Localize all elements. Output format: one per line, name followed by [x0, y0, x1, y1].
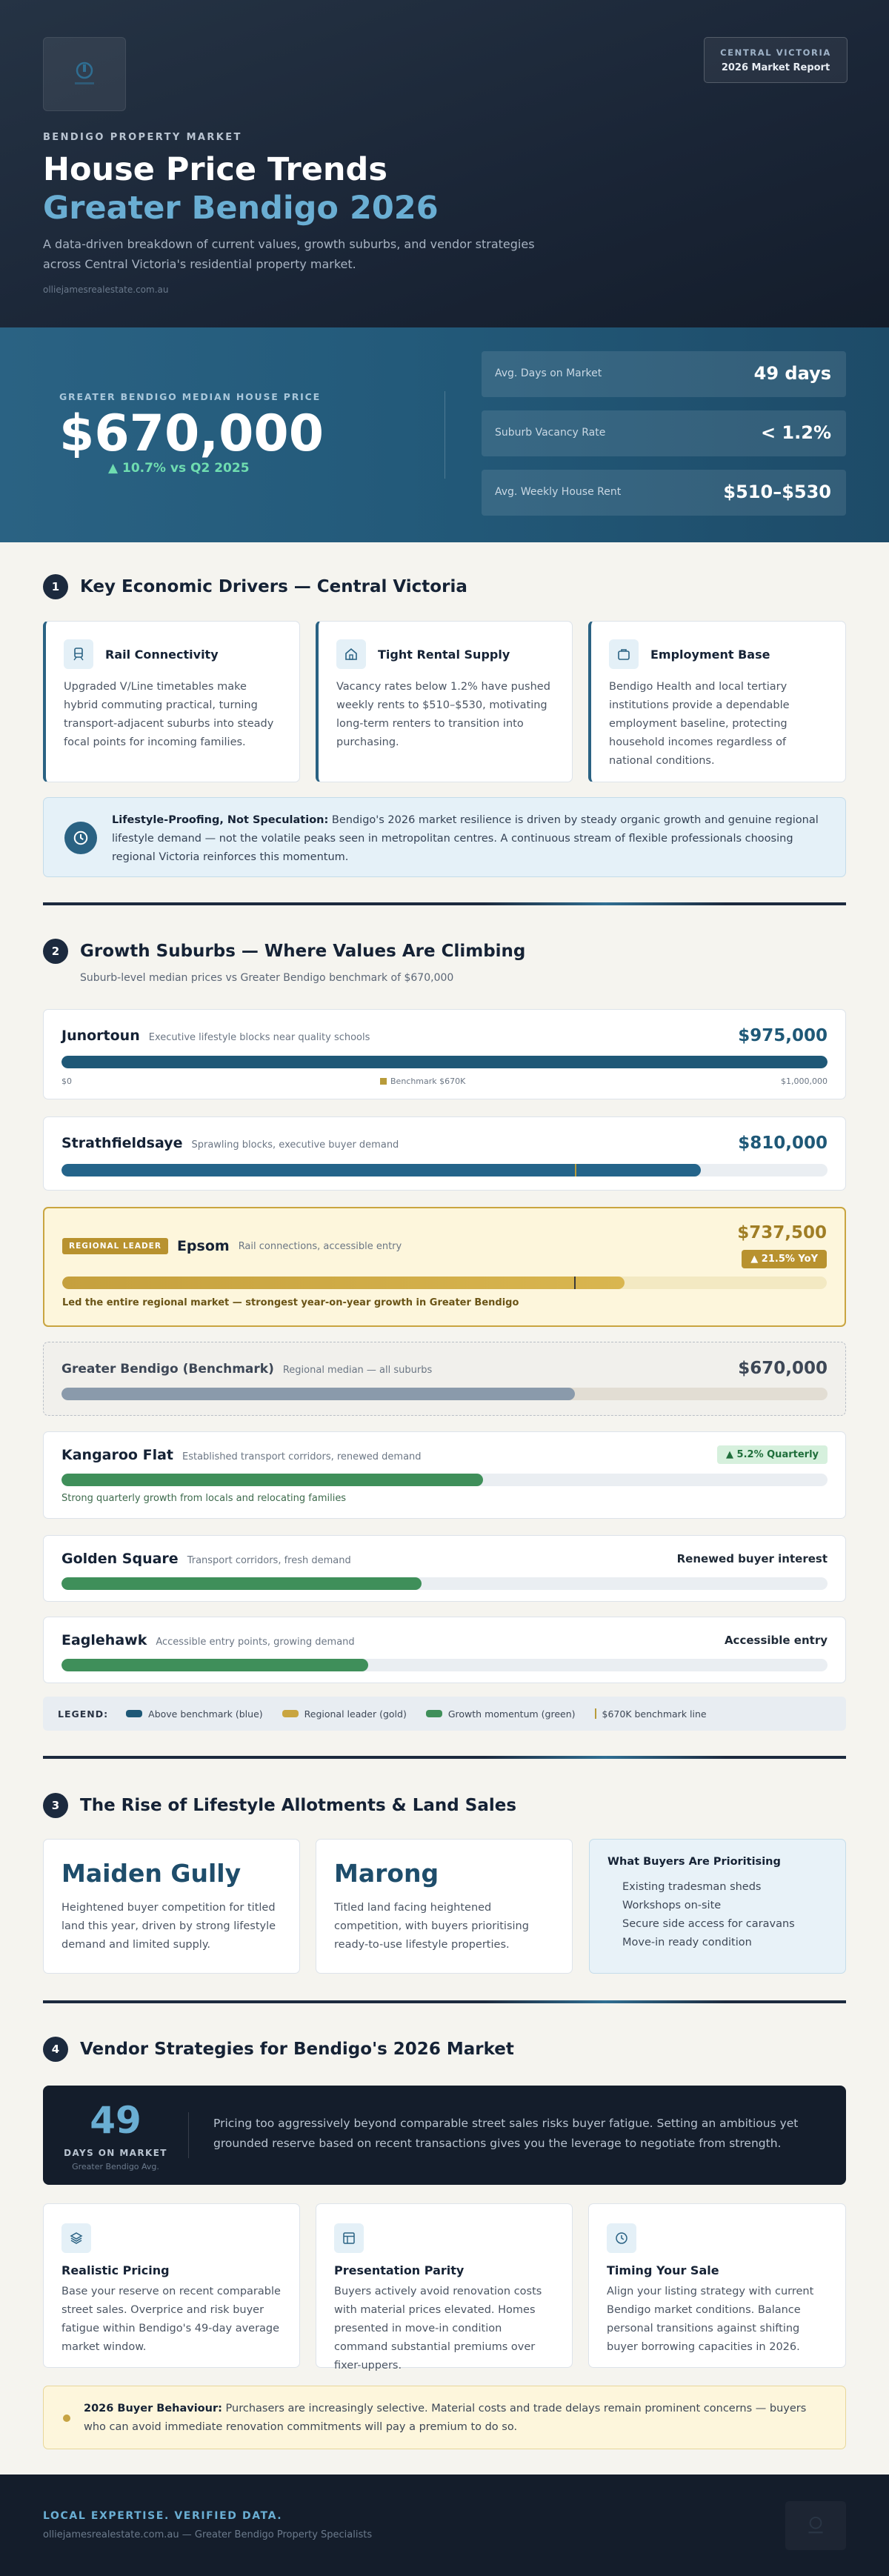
priorities-list — [607, 1878, 828, 1952]
suburb-name — [61, 1447, 422, 1463]
note-body: Bendigo's 2026 market resilience is driven by steady organic growth and genuine regional lifestyle demand — not the volatile peaks seen in metropolitan centres. A continuous stream of flexible professionals choosing regional Victoria reinforces this momentum. — [112, 814, 819, 863]
price-bar-fill — [61, 1659, 368, 1671]
price-bar-track — [61, 1659, 828, 1671]
land-card-marong — [316, 1839, 573, 1974]
quarterly-growth-badge: ▲ 5.2% Quarterly — [717, 1445, 828, 1464]
card-body: Vacancy rates below 1.2% have pushed weekly rents to $510–$530, motivating long-term renters to transition into purchasing. — [336, 681, 550, 748]
suburb-row-benchmark — [43, 1342, 846, 1416]
yoy-badge: ▲ 21.5% YoY — [742, 1250, 827, 1268]
layout-icon — [334, 2223, 364, 2253]
median-price-band — [0, 327, 889, 542]
suburb-price: $975,000 — [738, 1026, 828, 1045]
land-card-body: Titled land facing heightened competition, with buyers prioritising ready-to-use lifestyle properties. — [334, 1902, 529, 1951]
panel-text: Pricing too aggressively beyond comparable street sales risks buyer fatigue. Setting an ambitious yet grounded reserve based on recent transactions gives you the leverage to negotiate from strength. — [213, 2117, 799, 2150]
price-bar-fill — [61, 1164, 701, 1176]
driver-card-employment — [588, 621, 846, 782]
priorities-title: What Buyers Are Prioritising — [607, 1856, 781, 1868]
page-title-accent: Greater Bendigo 2026 — [43, 190, 439, 227]
stat-vacancy-rate — [482, 410, 846, 456]
price-bar-track — [61, 1474, 828, 1486]
card-body: Base your reserve on recent comparable street sales. Overprice and risk buyer fatigue within Bendigo's 49-day average market window. — [61, 2286, 281, 2353]
legend-swatch — [282, 1710, 299, 1717]
report-badge — [704, 37, 848, 83]
suburb-row-epsom — [43, 1207, 846, 1327]
suburb-name — [61, 1135, 399, 1151]
scale-benchmark-label: Benchmark $670K — [390, 1076, 466, 1086]
vendor-card-pricing — [43, 2203, 300, 2368]
suburb-price: $670,000 — [738, 1359, 828, 1378]
rail-icon — [64, 639, 93, 669]
section-1-heading — [43, 574, 467, 599]
kangaroo-flat-note: Strong quarterly growth from locals and relocating families — [61, 1493, 347, 1504]
footer-logo-icon — [803, 2513, 828, 2538]
vendor-card-presentation — [316, 2203, 573, 2372]
scale-max: $1,000,000 — [781, 1076, 828, 1086]
suburb-desc: Transport corridors, fresh demand — [187, 1555, 351, 1566]
priority-item: Existing tradesman sheds — [622, 1881, 762, 1893]
suburb-name — [61, 1632, 355, 1648]
median-eyebrow: GREATER BENDIGO MEDIAN HOUSE PRICE — [59, 391, 321, 402]
callout-bold: 2026 Buyer Behaviour: — [84, 2403, 222, 2414]
scale-benchmark — [380, 1076, 465, 1086]
stat-label: Avg. Weekly House Rent — [495, 486, 622, 498]
bar-legend — [43, 1697, 846, 1731]
panel-divider — [188, 2112, 189, 2158]
legend-swatch — [126, 1710, 142, 1717]
bar-scale — [61, 1076, 828, 1087]
priority-item: Move-in ready condition — [622, 1936, 752, 1948]
legend-label: Growth momentum (green) — [447, 1708, 576, 1720]
stat-label: Avg. Days on Market — [495, 367, 602, 379]
legend-item-benchmark — [595, 1708, 707, 1720]
briefcase-icon — [609, 639, 639, 669]
median-price: $670,000 — [59, 405, 324, 463]
suburb-name-text: Epsom — [176, 1238, 230, 1254]
clock-icon — [607, 2223, 636, 2253]
legend-label: Regional leader (gold) — [304, 1708, 407, 1720]
suburb-row-eaglehawk — [43, 1617, 846, 1683]
card-title: Presentation Parity — [334, 2263, 465, 2277]
footer-tagline: LOCAL EXPERTISE. VERIFIED DATA. — [43, 2510, 283, 2522]
hero-header — [0, 0, 889, 327]
section-subtitle: Suburb-level median prices vs Greater Bendigo benchmark of $670,000 — [80, 972, 454, 984]
suburb-desc: Sprawling blocks, executive buyer demand — [191, 1139, 399, 1151]
stat-days-on-market — [482, 351, 846, 397]
suburb-price: $737,500 — [737, 1223, 827, 1242]
legend-label: Above benchmark (blue) — [148, 1708, 263, 1720]
suburb-name — [61, 1028, 370, 1044]
suburb-name — [62, 1238, 402, 1254]
section-divider — [43, 2000, 846, 2003]
days-label: DAYS ON MARKET — [64, 2148, 167, 2158]
band-divider — [444, 391, 445, 479]
section-4-heading — [43, 2037, 514, 2062]
legend-item-green — [426, 1708, 576, 1720]
bullet-dot — [63, 2414, 70, 2422]
buyer-behaviour-callout — [43, 2386, 846, 2449]
driver-card-rail — [43, 621, 300, 782]
priority-item: Secure side access for caravans — [622, 1917, 795, 1930]
card-body: Bendigo Health and local tertiary institutions provide a dependable employment baseline, protecting household incomes regardless of national conditions. — [609, 681, 790, 767]
suburb-name — [61, 1362, 432, 1377]
card-body: Upgraded V/Line timetables make hybrid commuting practical, turning transport-adjacent suburbs into steady focal points for incoming families. — [64, 681, 274, 748]
card-title: Rail Connectivity — [105, 647, 219, 662]
land-card-title: Marong — [334, 1859, 439, 1888]
callout-text — [84, 2400, 823, 2437]
section-number: 3 — [43, 1793, 68, 1818]
price-bar-track — [61, 1577, 828, 1590]
suburb-tag: Accessible entry — [724, 1634, 828, 1647]
footer-logo[interactable] — [785, 2501, 846, 2550]
report-badge-region: CENTRAL VICTORIA — [720, 47, 831, 58]
suburb-desc: Established transport corridors, renewed demand — [182, 1451, 422, 1462]
benchmark-line — [574, 1277, 576, 1289]
section-title: Growth Suburbs — Where Values Are Climbing — [80, 942, 526, 961]
suburb-row-strathfieldsaye — [43, 1116, 846, 1191]
price-bar-track — [62, 1277, 827, 1289]
section-number: 1 — [43, 574, 68, 599]
layers-icon — [61, 2223, 91, 2253]
hero-website-link[interactable]: olliejamesrealestate.com.au — [43, 284, 169, 295]
legend-item-gold — [282, 1708, 407, 1720]
section-2-heading — [43, 939, 525, 964]
land-card-maiden-gully — [43, 1839, 300, 1974]
legend-item-blue — [126, 1708, 263, 1720]
driver-card-rental — [316, 621, 573, 782]
section-number: 4 — [43, 2037, 68, 2062]
median-change: ▲ 10.7% vs Q2 2025 — [108, 461, 250, 476]
price-bar-track — [61, 1388, 828, 1400]
benchmark-swatch — [380, 1078, 387, 1085]
stat-value: $510–$530 — [723, 482, 831, 502]
stat-label: Suburb Vacancy Rate — [495, 427, 606, 439]
scale-min: $0 — [61, 1076, 72, 1086]
suburb-name-text: Kangaroo Flat — [61, 1447, 173, 1463]
note-bold: Lifestyle-Proofing, Not Speculation: — [112, 814, 329, 826]
suburb-row-kangaroo-flat — [43, 1431, 846, 1519]
lifestyle-note — [43, 797, 846, 877]
buyer-priorities — [589, 1839, 846, 1974]
report-badge-title: 2026 Market Report — [721, 62, 830, 73]
callout-body: Purchasers are increasingly selective. Material costs and trade delays remain prominent concerns — buyers who can avoid immediate renovation commitments will pay a premium to do so. — [84, 2403, 807, 2433]
land-card-title: Maiden Gully — [61, 1859, 242, 1888]
suburb-desc: Accessible entry points, growing demand — [156, 1637, 355, 1648]
benchmark-line — [575, 1164, 576, 1176]
legend-swatch — [426, 1710, 442, 1717]
suburb-tag: Renewed buyer interest — [676, 1552, 828, 1565]
card-body: Buyers actively avoid renovation costs with material prices elevated. Homes presented in move-in condition command substantial premiums over fixer-uppers. — [334, 2286, 542, 2372]
suburb-name-text: Greater Bendigo (Benchmark) — [61, 1362, 274, 1377]
suburb-row-golden-square — [43, 1535, 846, 1602]
price-bar-fill — [61, 1056, 828, 1068]
card-title: Employment Base — [650, 647, 770, 662]
section-title: Key Economic Drivers — Central Victoria — [80, 577, 467, 596]
price-bar-fill — [61, 1388, 575, 1400]
card-title: Timing Your Sale — [607, 2263, 719, 2277]
footer — [0, 2475, 889, 2576]
days-number: 49 — [90, 2099, 141, 2142]
section-3-heading — [43, 1793, 516, 1818]
suburb-name-text: Junortoun — [61, 1028, 140, 1044]
card-body: Align your listing strategy with current Bendigo market conditions. Balance personal transitions against shifting buyer borrowing capacities in 2026. — [607, 2286, 814, 2353]
suburb-desc: Regional median — all suburbs — [282, 1365, 433, 1376]
legend-title: LEGEND: — [58, 1708, 109, 1720]
home-icon — [336, 639, 366, 669]
price-bar-track — [61, 1056, 828, 1068]
brand-logo-icon — [67, 57, 101, 91]
price-bar-track — [61, 1164, 828, 1176]
lifestyle-note-text — [112, 811, 823, 867]
price-bar-fill — [61, 1474, 483, 1486]
priority-item: Workshops on-site — [622, 1899, 722, 1911]
stat-value: < 1.2% — [760, 422, 831, 443]
regional-leader-badge: REGIONAL LEADER — [62, 1238, 168, 1254]
hero-eyebrow: BENDIGO PROPERTY MARKET — [43, 132, 242, 143]
stat-weekly-rent — [482, 470, 846, 516]
page-title: House Price Trends — [43, 151, 387, 188]
vendor-card-timing — [588, 2203, 846, 2368]
card-title: Tight Rental Supply — [378, 647, 510, 662]
legend-swatch — [595, 1708, 596, 1719]
hero-description: A data-driven breakdown of current values, growth suburbs, and vendor strategies across Central Victoria's residential property market. — [43, 237, 535, 272]
section-title: Vendor Strategies for Bendigo's 2026 Market — [80, 2040, 514, 2059]
legend-label: $670K benchmark line — [602, 1708, 707, 1720]
suburb-name — [61, 1551, 351, 1567]
suburb-desc: Rail connections, accessible entry — [238, 1240, 402, 1252]
suburb-desc: Executive lifestyle blocks near quality schools — [148, 1032, 370, 1043]
card-title: Realistic Pricing — [61, 2263, 170, 2277]
section-number: 2 — [43, 939, 68, 964]
suburb-name-text: Golden Square — [61, 1551, 179, 1567]
price-bar-fill — [61, 1577, 422, 1590]
days-on-market-panel — [43, 2086, 846, 2185]
land-card-body: Heightened buyer competition for titled land this year, driven by strong lifestyle demand and limited supply. — [61, 1902, 276, 1951]
section-title: The Rise of Lifestyle Allotments & Land Sales — [80, 1796, 517, 1815]
suburb-row-junortoun — [43, 1009, 846, 1099]
clock-icon — [64, 822, 97, 854]
brand-logo[interactable] — [43, 37, 126, 111]
epsom-note: Led the entire regional market — strongest year-on-year growth in Greater Bendigo — [62, 1297, 519, 1308]
section-divider — [43, 902, 846, 905]
suburb-name-text: Eaglehawk — [61, 1632, 147, 1648]
suburb-price: $810,000 — [738, 1134, 828, 1153]
price-bar-fill — [62, 1277, 625, 1289]
days-sublabel: Greater Bendigo Avg. — [72, 2162, 159, 2171]
footer-website-link[interactable]: olliejamesrealestate.com.au — Greater Bendigo Property Specialists — [43, 2529, 373, 2540]
section-divider — [43, 1756, 846, 1759]
suburb-name-text: Strathfieldsaye — [61, 1135, 183, 1151]
stat-value: 49 days — [753, 363, 831, 384]
